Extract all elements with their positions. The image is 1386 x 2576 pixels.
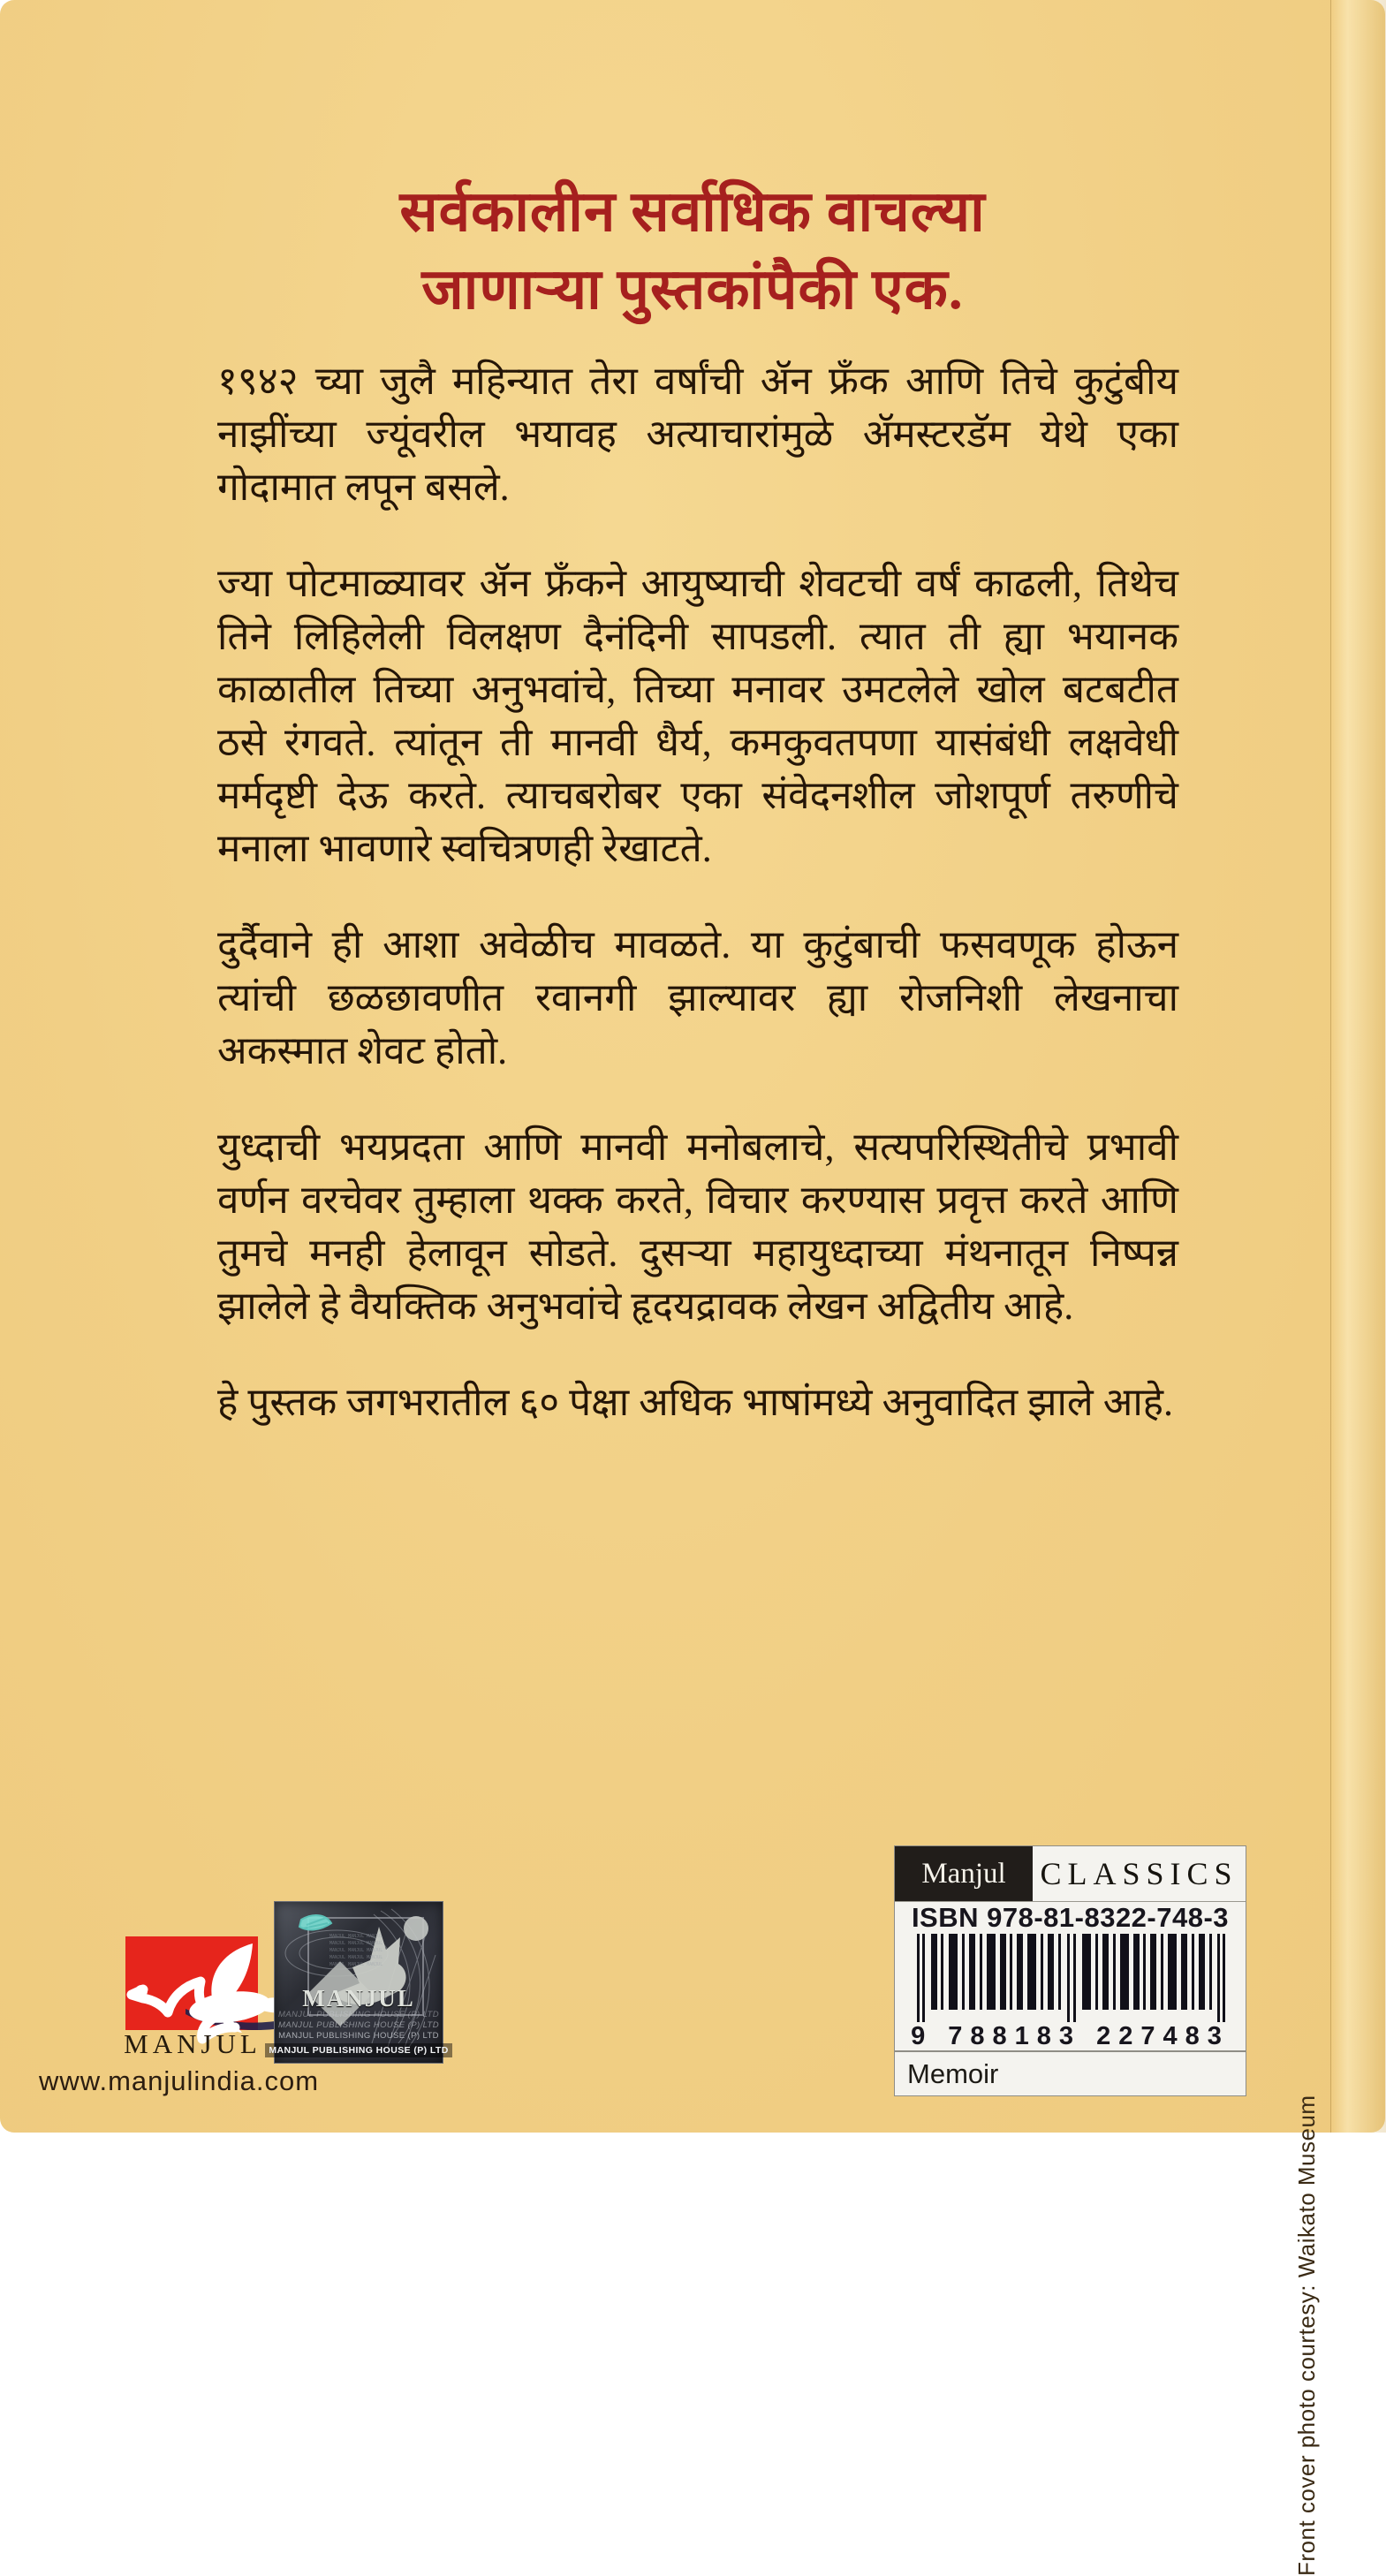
blurb-text (217, 355, 1178, 1429)
page-edge-highlight (1330, 0, 1386, 2133)
blurb-paragraph: युध्दाची भयप्रदता आणि मानवी मनोबलाचे, सत्यपरिस्थितीचे प्रभावी वर्णन वरचेवर तुम्हाला थक्क करते, विचार करण्यास प्रवृत्त करते आणि तुमचे मनही हेलावून सोडते. दुसऱ्या महायुध्दाच्या मंथनातून निष्पन्न झालेले हे वैयक्तिक अनुभवांचे हृदयद्रावक लेखन अद्वितीय आहे. (217, 1125, 1178, 1328)
blurb-paragraph: दुर्दैवाने ही आशा अवेळीच मावळते. या कुटुंबाची फसवणूक होऊन त्यांची छळछावणीत रवानगी झाल्यावर ह्या रोजनिशी लेखनाचा अकस्मात शेवट होतो. (217, 923, 1178, 1072)
hologram-line: MANJUL PUBLISHING HOUSE (P) LTD (277, 2020, 440, 2030)
hologram-sticker (269, 1901, 449, 2064)
ean-barcode (895, 1934, 1246, 2022)
svg-text:MANJUL MANJUL MANJUL: MANJUL MANJUL MANJUL (329, 1948, 383, 1953)
ean-digits: 9 788183 227483 (911, 2021, 1230, 2050)
manjul-wordmark: MANJUL (124, 2028, 261, 2059)
hologram-line: MANJUL PUBLISHING HOUSE (P) LTD (278, 2031, 439, 2041)
tagline-heading (0, 173, 1385, 329)
svg-text:MANJUL MANJUL MANJUL: MANJUL MANJUL MANJUL (329, 1962, 383, 1967)
svg-text:MANJUL MANJUL MANJUL: MANJUL MANJUL MANJUL (329, 1955, 383, 1960)
photo-credit-note: Front cover photo courtesy: Waikato Museum (1293, 2095, 1320, 2576)
tagline-line-1: सर्वकालीन सर्वाधिक वाचल्या (399, 180, 986, 243)
blurb-paragraph: ज्या पोटमाळ्यावर ॲन फ्रँकने आयुष्याची शेवटची वर्षं काढली, तिथेच तिने लिहिलेली विलक्षण दैनंदिनी सापडली. त्यात ती ह्या भयानक काळातील तिच्या अनुभवांचे, तिच्या मनावर उमटलेले खोल बटबटीत ठसे रंगवते. त्यांतून ती मानवी धैर्य, कमकुवतपणा यासंबंधी लक्षवेधी मर्मदृष्टी देऊ करते. त्याचबरोबर एका संवेदनशील जोशपूर्ण तरुणीचे मनाला भावणारे स्वचित्रणही रेखाटते. (217, 562, 1178, 870)
publisher-website-url: www.manjulindia.com (39, 2065, 320, 2096)
hologram-line: MANJUL PUBLISHING HOUSE (P) LTD (265, 2043, 451, 2057)
imprint-label: Manjul (895, 1846, 1033, 1901)
svg-text:MANJUL MANJUL MANJUL: MANJUL MANJUL MANJUL (329, 1941, 383, 1946)
barcode-bars-icon (912, 1934, 1230, 2022)
blurb-paragraph: हे पुस्तक जगभरातील ६० पेक्षा अधिक भाषांमध्ये अनुवादित झाले आहे. (217, 1381, 1174, 1424)
blurb-paragraph: १९४२ च्या जुलै महिन्यात तेरा वर्षांची ॲन फ्रँक आणि तिचे कुटुंबीय नाझींच्या ज्यूंवरील भयावह अत्याचारांमुळे ॲमस्टरडॅम येथे एका गोदामात लपून बसले. (217, 360, 1178, 509)
hologram-title: MANJUL (302, 1985, 415, 2012)
hologram-line: MANJUL PUBLISHING HOUSE (P) LTD (277, 2010, 440, 2019)
series-label: CLASSICS (1040, 1856, 1238, 1891)
svg-text:MANJUL MANJUL MANJUL: MANJUL MANJUL MANJUL (329, 1934, 383, 1939)
isbn-label: ISBN 978-81-8322-748-3 (911, 1902, 1230, 1933)
barcode-panel-header (895, 1846, 1246, 1902)
barcode-panel (894, 1845, 1246, 2096)
tagline-line-2: जाणाऱ्या पुस्तकांपैकी एक. (421, 258, 964, 321)
genre-label: Memoir (895, 2050, 1246, 2095)
